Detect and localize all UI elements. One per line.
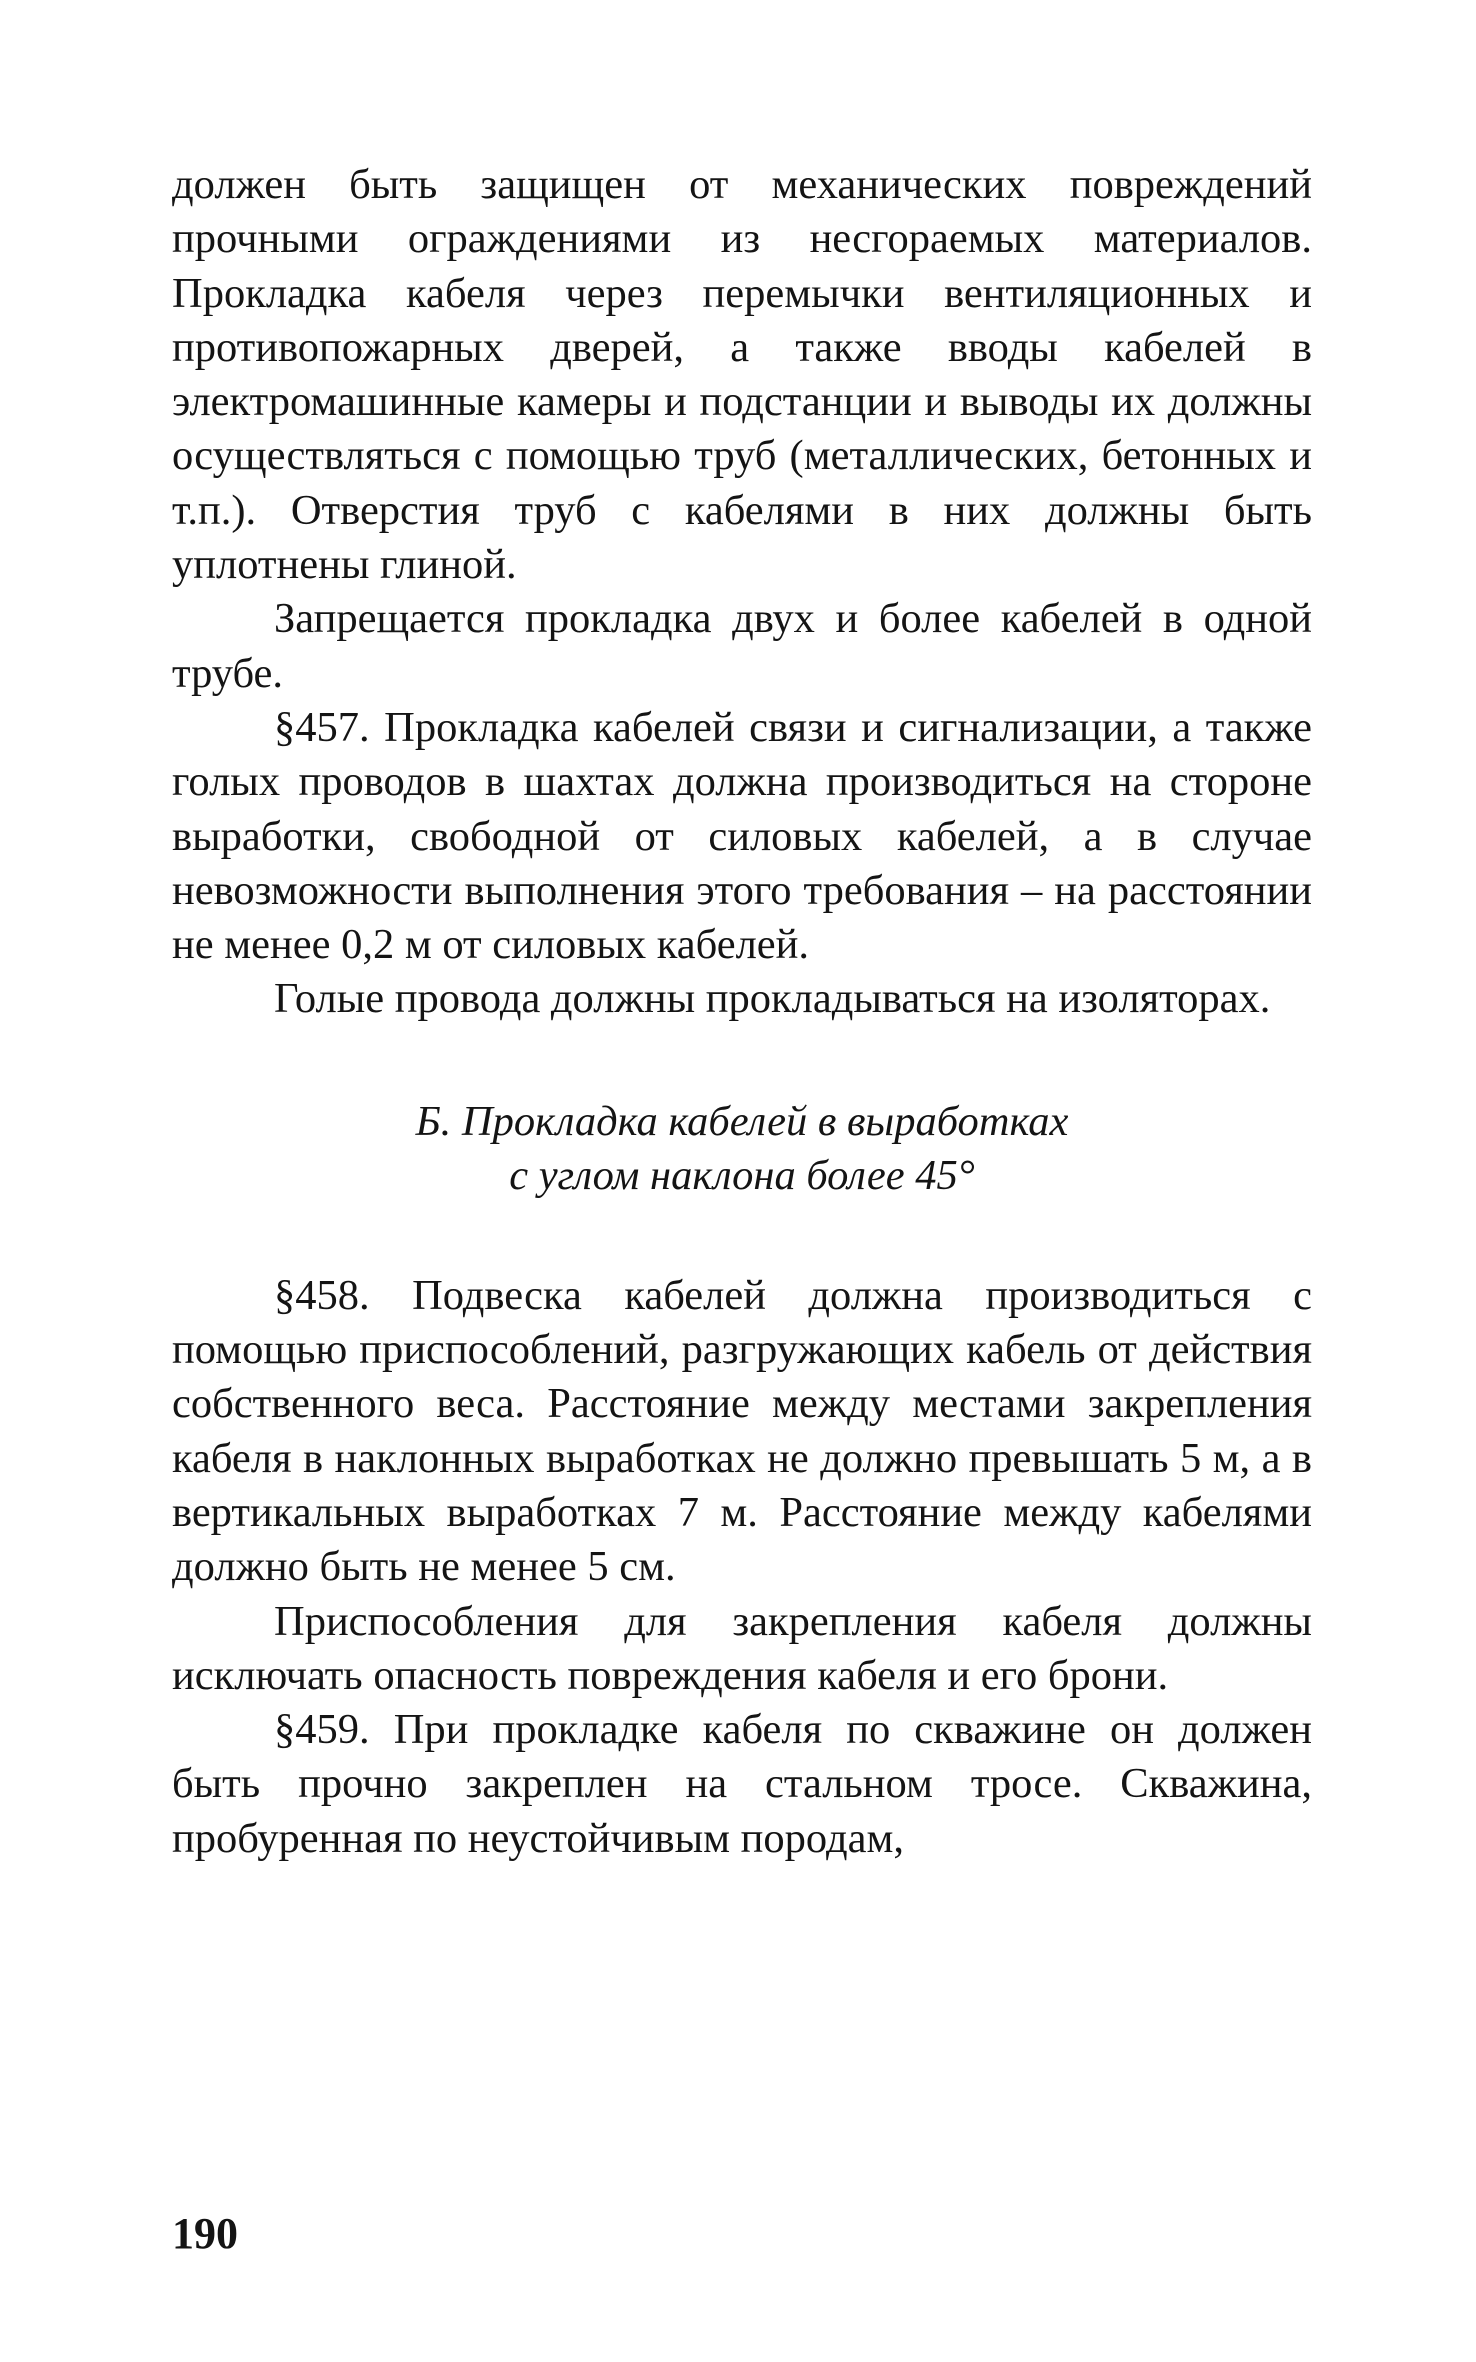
paragraph-fastening-devices: Приспособления для закрепления кабеля должны исключать опасность повреждения кабеля и его брони. [172, 1597, 1312, 1699]
section-heading [172, 1095, 1312, 1203]
paragraph-cable-protection: должен быть защищен от механических повреждений прочными ограждениями из несгораемых материалов. Прокладка кабеля через перемычки вентиляционных и противопожарных дверей, а также вводы кабелей в электромашинные камеры и подстанции и выводы их должны осуществляться с помощью труб (металлических, бетонных и т.п.). Отверстия труб с кабелями в них должны быть уплотнены глиной. [172, 161, 1312, 589]
paragraph-bare-wires: Голые провода должны прокладываться на изоляторах. [274, 975, 1271, 1023]
page-number: 190 [172, 2209, 238, 2258]
section-heading-line-1: Б. Прокладка кабелей в выработках [415, 1097, 1069, 1145]
paragraph-single-cable-per-pipe: Запрещается прокладка двух и более кабелей в одной трубе. [172, 595, 1312, 697]
paragraph-section-459: §459. При прокладке кабеля по скважине он должен быть прочно закреплен на стальном тросе. Скважина, пробуренная по неустойчивым породам, [172, 1706, 1312, 1862]
section-heading-line-2: с углом наклона более 45° [509, 1151, 975, 1199]
paragraph-section-458: §458. Подвеска кабелей должна производиться с помощью приспособлений, разгружающих кабель от действия собственного веса. Расстояние между местами закрепления кабеля в наклонных выработках не должно превышать 5 м, а в вертикальных выработках 7 м. Расстояние между кабелями должно быть не менее 5 см. [172, 1271, 1312, 1591]
page-body [172, 158, 1312, 1866]
paragraph-section-457: §457. Прокладка кабелей связи и сигнализации, а также голых проводов в шахтах должна производиться на стороне выработки, свободной от силовых кабелей, а в случае невозможности выполнения этого требования – на расстоянии не менее 0,2 м от силовых кабелей. [172, 703, 1312, 969]
